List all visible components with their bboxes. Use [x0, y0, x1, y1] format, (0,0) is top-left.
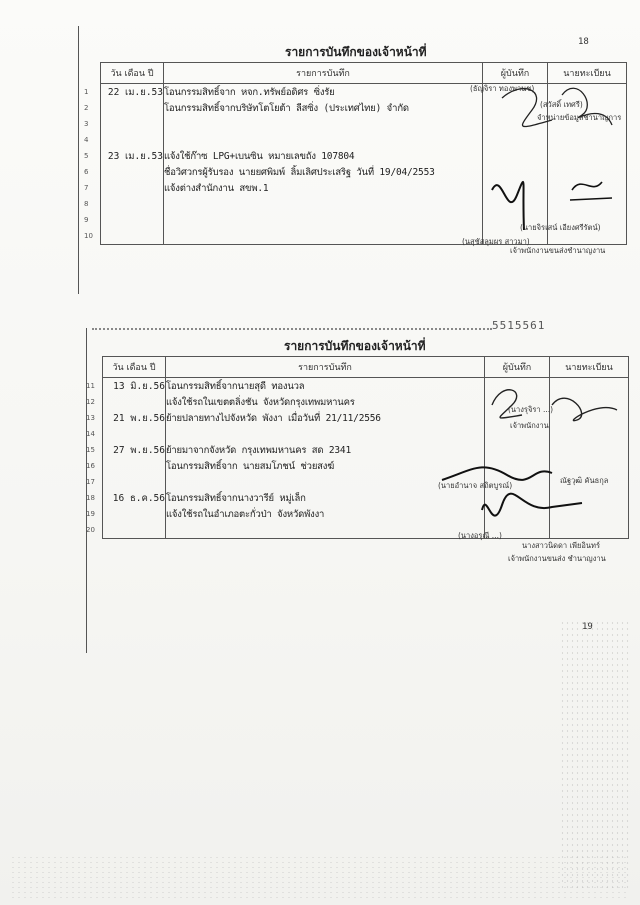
line-number: 2: [84, 104, 89, 112]
line-number: 8: [84, 200, 89, 208]
entry-date: [103, 426, 166, 442]
entry-record: [164, 196, 483, 212]
header-registrar: นายทะเบียน: [550, 357, 629, 378]
entry-date: 13 มิ.ย.56: [103, 378, 166, 395]
signature-caption: เจ้าพนักงาน: [510, 421, 549, 430]
header-recorder: ผู้บันทึก: [485, 357, 550, 378]
line-number: 15: [86, 446, 95, 454]
signature-caption: ณัฐวุฒิ คันธกุล: [560, 476, 609, 485]
header-recorder: ผู้บันทึก: [483, 63, 548, 84]
signature-caption: (นายจิรเสน์ เอียงศรีรัตน์): [520, 223, 601, 232]
signature-caption: (ธัญจิรา ทองพานช): [470, 84, 535, 93]
line-number: 5: [84, 152, 89, 160]
entry-record: โอนกรรมสิทธิ์จากนางวารีย์ หมู่เล็ก: [166, 490, 485, 506]
signature-caption: (นสุชัสลุมผร สาวมา): [462, 237, 530, 246]
entry-record: โอนกรรมสิทธิ์จากนายสุดี ทองนวล: [166, 378, 485, 395]
entry-date: [101, 116, 164, 132]
entry-date: [103, 458, 166, 474]
entry-date: 21 พ.ย.56: [103, 410, 166, 426]
entry-record: แจ้งต่างสำนักงาน สขพ.1: [164, 180, 483, 196]
entry-record: แจ้งใช้รถในอำเภอตะกั่วป่า จังหวัดพังงา: [166, 506, 485, 522]
line-number: 18: [86, 494, 95, 502]
entry-record: โอนกรรมสิทธิ์จาก นายสมโภชน์ ช่วยสงฆ์: [166, 458, 485, 474]
entry-date: [103, 506, 166, 522]
entry-date: [101, 212, 164, 228]
entry-record: ย้ายปลายทางไปจังหวัด พังงา เมื่อวันที่ 21/11/2556: [166, 410, 485, 426]
entry-date: [101, 100, 164, 116]
header-record: รายการบันทึก: [166, 357, 485, 378]
entry-date: 23 เม.ย.53: [101, 148, 164, 164]
entry-date: [101, 228, 164, 245]
header-date: วัน เดือน ปี: [101, 63, 164, 84]
signature-stroke: [552, 398, 617, 420]
line-number: 10: [84, 232, 93, 241]
entry-record: ย้ายมาจากจังหวัด กรุงเทพมหานคร สด 2341: [166, 442, 485, 458]
entry-record: ชื่อวิศวกรผู้รับรอง นายยศพิมพ์ ลิ้มเลิศประเสริฐ วันที่ 19/04/2553: [164, 164, 483, 180]
entry-record: [164, 228, 483, 245]
line-number: 13: [86, 414, 95, 422]
scan-noise: [560, 620, 630, 890]
sheet-1-title: รายการบันทึกของเจ้าหน้าที่: [285, 45, 427, 59]
sheet-2-page-number: 19: [582, 622, 593, 632]
line-number: 12: [86, 398, 95, 406]
entry-date: [103, 474, 166, 490]
entry-record: [164, 132, 483, 148]
line-number: 17: [86, 478, 95, 486]
signature-caption: จำหน่ายข้อมูลชำนาญการ: [537, 113, 622, 122]
line-number: 6: [84, 168, 89, 176]
scan-noise-bottom: [10, 855, 630, 900]
line-number: 16: [86, 462, 95, 470]
sheet-2-title: รายการบันทึกของเจ้าหน้าที่: [284, 339, 426, 353]
entry-date: [103, 522, 166, 539]
signature-stroke: [570, 182, 612, 200]
signature-stroke: [482, 494, 582, 516]
signature-caption: (นางอรุณี ...): [458, 531, 502, 540]
entry-record: โอนกรรมสิทธิ์จาก หจก.ทรัพย์อดิศร ซิ่งรัย: [164, 84, 483, 101]
signature-caption: (สวัสดิ์ เทศรี): [540, 100, 583, 109]
line-number: 4: [84, 136, 89, 144]
entry-record: แจ้งใช้ก๊าซ LPG+เบนซิน หมายเลขถัง 107804: [164, 148, 483, 164]
entry-date: [103, 394, 166, 410]
sheet-1-page-number: 18: [578, 37, 589, 47]
entry-date: 16 ธ.ค.56: [103, 490, 166, 506]
entry-date: [101, 180, 164, 196]
entry-record: [164, 116, 483, 132]
entry-record: โอนกรรมสิทธิ์จากบริษัทโตโยต้า ลีสซิ่ง (ประเทศไทย) จำกัด: [164, 100, 483, 116]
header-registrar: นายทะเบียน: [548, 63, 627, 84]
signature-caption: เจ้าพนักงานขนส่ง ชำนาญงาน: [508, 554, 606, 563]
entry-date: 22 เม.ย.53: [101, 84, 164, 101]
entry-date: [101, 196, 164, 212]
signature-caption: (นางรุจิรา ...): [508, 405, 554, 414]
line-number: 20: [86, 526, 95, 535]
entry-record: [164, 212, 483, 228]
entry-date: 27 พ.ย.56: [103, 442, 166, 458]
signature-caption: นางสาวนิดดา เพียอินทร์: [522, 541, 600, 550]
entry-date: [101, 132, 164, 148]
faded-serial-number: 5515561: [492, 319, 546, 332]
signature-caption: เจ้าพนักงานขนส่งชำนาญงาน: [510, 246, 606, 255]
line-number: 9: [84, 216, 89, 224]
line-number: 1: [84, 87, 89, 96]
entry-record: แจ้งใช้รถในเขตตลิ่งชัน จังหวัดกรุงเทพมหานคร: [166, 394, 485, 410]
line-number: 11: [86, 381, 95, 390]
line-number: 14: [86, 430, 95, 438]
signature-caption: (นายอำนาจ สถิตบูรณ์): [438, 481, 513, 490]
header-date: วัน เดือน ปี: [103, 357, 166, 378]
line-number: 7: [84, 184, 89, 192]
line-number: 19: [86, 510, 95, 518]
entry-date: [101, 164, 164, 180]
signature-stroke: [442, 467, 552, 480]
line-number: 3: [84, 120, 89, 128]
header-record: รายการบันทึก: [164, 63, 483, 84]
sheet-2-signatures: [432, 375, 632, 555]
